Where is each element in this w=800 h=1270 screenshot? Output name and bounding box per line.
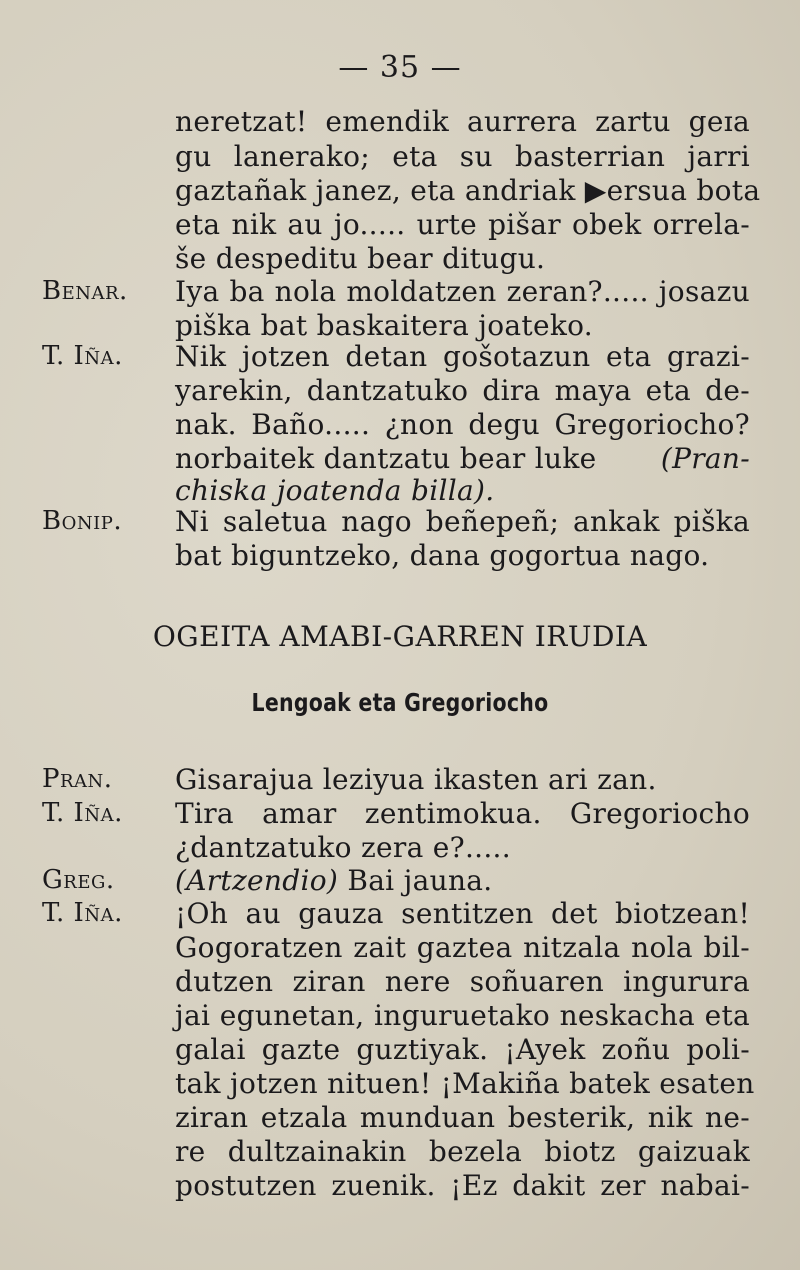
text-line: re dultzainakin bezela biotz gaizuak (175, 1135, 750, 1168)
text-fragment: Bai jauna. (347, 864, 493, 897)
text-line: eta nik au jo..... urte pišar obek orrela- (175, 208, 750, 241)
text-line: gu lanerako; eta su basterrian jarri (175, 140, 750, 173)
text-line (175, 865, 750, 897)
speaker-label: T. Iña. (42, 341, 123, 371)
text-line: ¿dantzatuko zera e?..... (175, 831, 511, 864)
text-line (175, 443, 750, 475)
text-line: galai gazte guztiyak. ¡Ayek zoñu poli- (175, 1033, 750, 1066)
text-line: yarekin, dantzatuko dira maya eta de- (175, 374, 750, 407)
text-line: tak jotzen nituen! ¡Makiña batek esaten (175, 1067, 755, 1100)
speaker-label: T. Iña. (42, 798, 123, 828)
speaker-label: Benar. (42, 276, 128, 306)
page-number: — 35 — (338, 50, 462, 85)
text-fragment: norbaitek dantzatu bear luke (175, 442, 597, 475)
stage-direction: (Pran- (660, 442, 750, 475)
text-line: Iya ba nola moldatzen zeran?..... josazu (175, 275, 750, 308)
speaker-label: Pran. (42, 764, 113, 794)
speaker-label: T. Iña. (42, 898, 123, 928)
text-line: piška bat baskaitera joateko. (175, 309, 593, 342)
text-line: ziran etzala munduan besterik, nik ne- (175, 1101, 750, 1134)
text-line: Nik jotzen detan gošotazun eta grazi- (175, 340, 750, 373)
text-line: neretzat! emendik aurrera zartu geɪa (175, 105, 750, 138)
text-line: gaztañak janez, eta andriak ▶ersua bota (175, 174, 761, 207)
stage-direction: (Artzendio) (175, 864, 339, 897)
text-line: bat biguntzeko, dana gogortua nago. (175, 539, 710, 572)
stage-direction: chiska joatenda billa). (175, 474, 495, 507)
speaker-label: Bonip. (42, 506, 123, 536)
text-line: Tira amar zentimokua. Gregoriocho (175, 797, 750, 830)
text-line: Gogoratzen zait gaztea nitzala nola bil- (175, 931, 750, 964)
text-line: Ni saletua nago beñepeñ; ankak piška (175, 505, 750, 538)
text-line: še despeditu bear ditugu. (175, 242, 546, 275)
section-subtitle: Lengoak eta Gregoriocho (251, 688, 549, 717)
text-line: Gisarajua leziyua ikasten ari zan. (175, 763, 657, 796)
text-line: jai egunetan, inguruetako neskacha eta (175, 999, 750, 1032)
section-title: OGEITA AMABI-GARREN IRUDIA (152, 620, 648, 653)
text-line: dutzen ziran nere soñuaren ingurura (175, 965, 750, 998)
text-line: postutzen zuenik. ¡Ez dakit zer nabai- (175, 1169, 750, 1202)
speaker-label: Greg. (42, 865, 115, 895)
text-line: ¡Oh au gauza sentitzen det biotzean! (175, 897, 750, 930)
text-line: nak. Baño..... ¿non degu Gregoriocho? (175, 408, 750, 441)
